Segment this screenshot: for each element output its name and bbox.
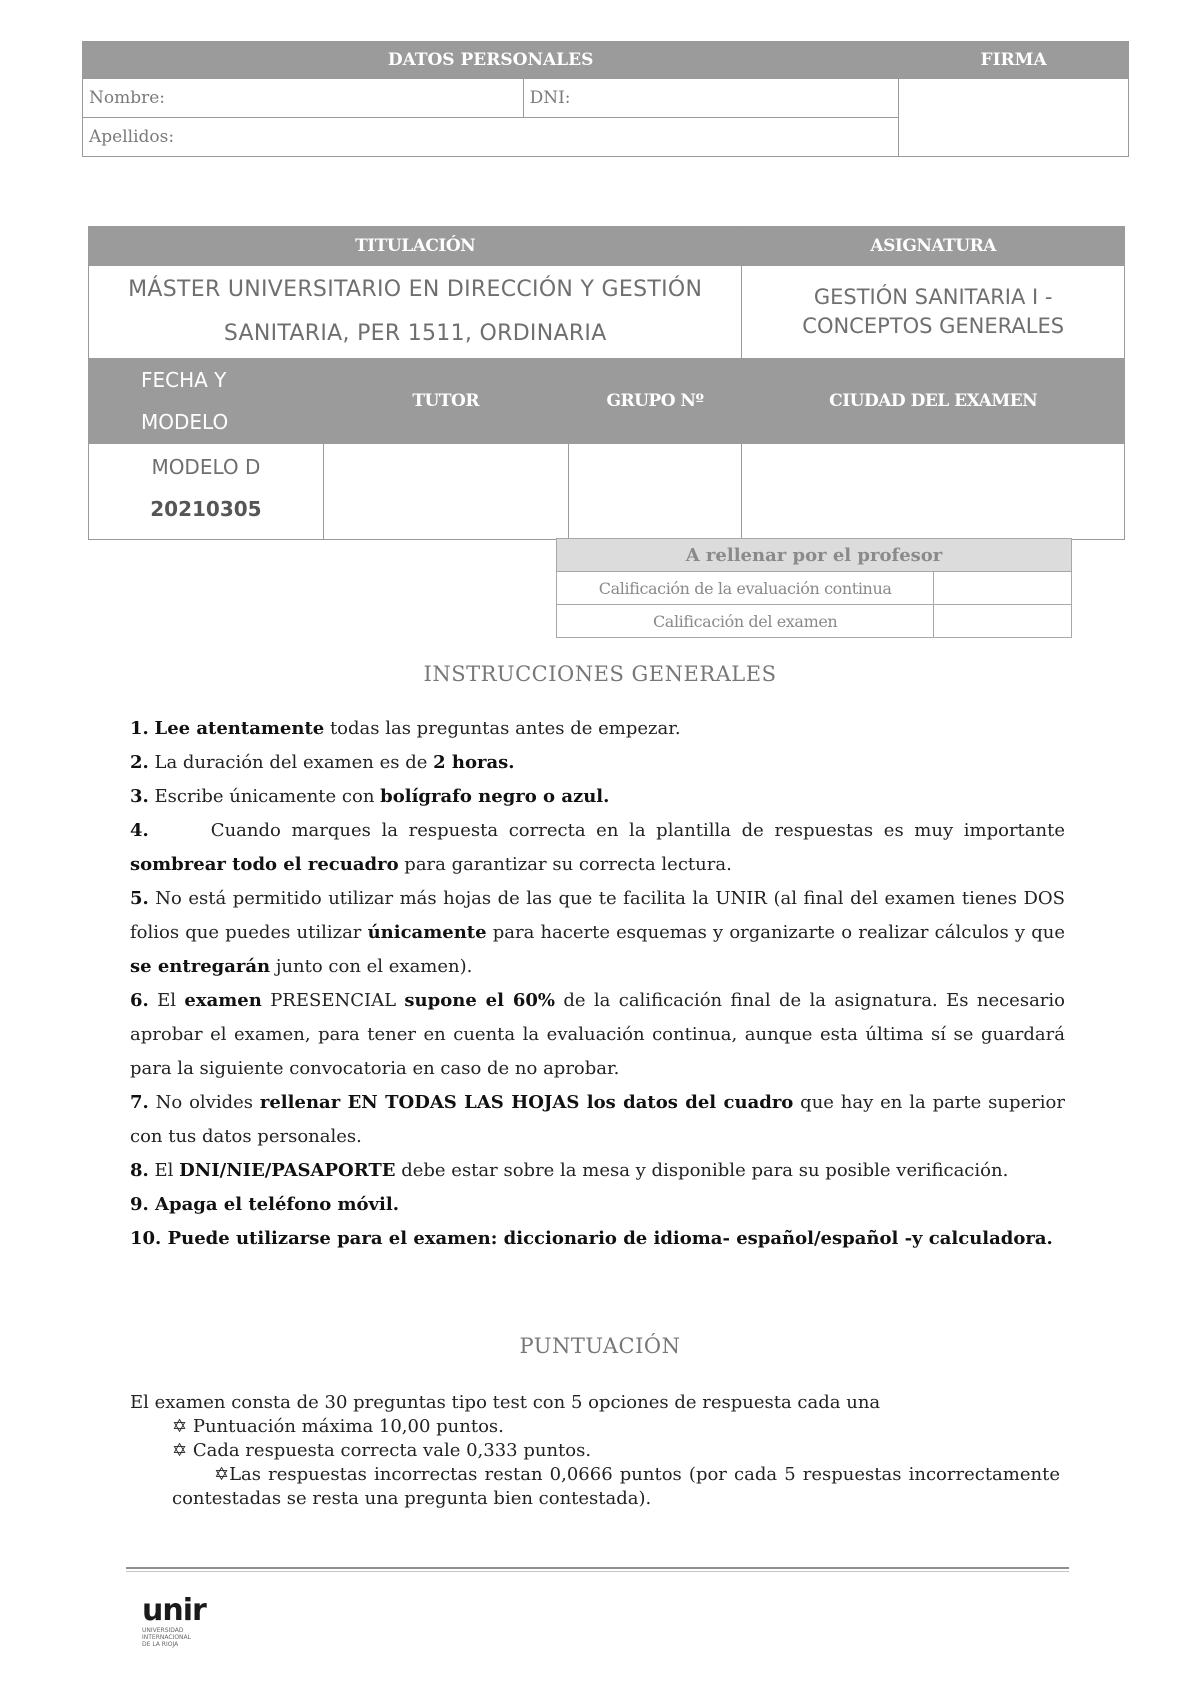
- ciudad-field[interactable]: [742, 444, 1125, 540]
- instruction-6: 6. El examen PRESENCIAL supone el 60% de la calificación final de la asignatura. Es necesario aprobar el examen, para tener en cuenta la evaluación continua, aunque esta última sí se guardará para la siguiente convocatoria en caso de no aprobar.: [130, 990, 1065, 1079]
- firma-header: FIRMA: [899, 42, 1129, 79]
- instruction-2: 2. La duración del examen es de 2 horas.: [130, 752, 515, 773]
- calificacion-continua-label: Calificación de la evaluación continua: [557, 572, 934, 605]
- datos-personales-header: DATOS PERSONALES: [83, 42, 899, 79]
- star-of-david-icon: ✡: [214, 1464, 230, 1485]
- instrucciones-title: INSTRUCCIONES GENERALES: [423, 662, 777, 686]
- fecha-value: 20210305: [150, 497, 262, 521]
- instruction-7: 7. No olvides rellenar EN TODAS LAS HOJAS los datos del cuadro que hay en la parte superior con tus datos personales.: [130, 1092, 1065, 1147]
- fecha-header-line-1: FECHA Y: [141, 368, 227, 392]
- instruction-9: 9. Apaga el teléfono móvil.: [130, 1194, 399, 1215]
- firma-box[interactable]: [899, 79, 1129, 157]
- profesor-header: A rellenar por el profesor: [557, 539, 1072, 572]
- instruction-8: 8. El DNI/NIE/PASAPORTE debe estar sobre la mesa y disponible para su posible verificación.: [130, 1160, 1009, 1181]
- dni-label: DNI:: [529, 88, 571, 108]
- logo-subtitle: UNIVERSIDAD INTERNACIONAL DE LA RIOJA: [142, 1627, 191, 1648]
- asignatura-header: ASIGNATURA: [742, 227, 1125, 266]
- star-of-david-icon: ✡: [172, 1416, 188, 1437]
- titulacion-value: [89, 266, 742, 359]
- titulacion-line-1: MÁSTER UNIVERSITARIO EN DIRECCIÓN Y GESTIÓN: [128, 277, 703, 302]
- puntuacion-bullet-3: ✡Las respuestas incorrectas restan 0,0666 puntos (por cada 5 respuestas incorrectamente contestadas se resta una pregunta bien contestada).: [172, 1464, 1060, 1509]
- tutor-field[interactable]: [323, 444, 568, 540]
- instruction-5: 5. No está permitido utilizar más hojas de las que te facilita la UNIR (al final del examen tienes DOS folios que puedes utilizar únicamente para hacerte esquemas y organizarte o realizar cálculos y que se entregarán junto con el examen).: [130, 888, 1065, 977]
- footer-divider: [126, 1567, 1069, 1569]
- profesor-table: [556, 538, 1072, 638]
- calificacion-examen-label: Calificación del examen: [557, 605, 934, 638]
- puntuacion-bullet-2: ✡ Cada respuesta correcta vale 0,333 puntos.: [172, 1440, 592, 1461]
- modelo-cell: [89, 444, 324, 540]
- asignatura-line-2: CONCEPTOS GENERALES: [802, 314, 1065, 338]
- puntuacion-title: PUNTUACIÓN: [519, 1334, 681, 1358]
- asignatura-value: [742, 266, 1125, 359]
- grupo-field[interactable]: [568, 444, 742, 540]
- apellidos-field[interactable]: [83, 118, 899, 157]
- dni-field[interactable]: [523, 79, 899, 118]
- instruction-1: 1. Lee atentamente todas las preguntas antes de empezar.: [130, 718, 681, 739]
- instructions-list: [130, 712, 1065, 1256]
- asignatura-line-1: GESTIÓN SANITARIA I -: [813, 285, 1053, 309]
- puntuacion-intro: El examen consta de 30 preguntas tipo test con 5 opciones de respuesta cada una: [130, 1392, 881, 1413]
- titulacion-header: TITULACIÓN: [89, 227, 742, 266]
- modelo-value: MODELO D: [151, 455, 261, 479]
- logo-wordmark: unir: [142, 1593, 206, 1628]
- instruction-3: 3. Escribe únicamente con bolígrafo negro o azul.: [130, 786, 610, 807]
- course-table: [88, 226, 1125, 540]
- nombre-label: Nombre:: [89, 88, 166, 108]
- fecha-modelo-header: [89, 359, 324, 444]
- apellidos-label: Apellidos:: [89, 127, 175, 147]
- unir-logo: [142, 1593, 232, 1657]
- star-of-david-icon: ✡: [172, 1440, 188, 1461]
- puntuacion-bullet-1: ✡ Puntuación máxima 10,00 puntos.: [172, 1416, 504, 1437]
- footer-divider-thin: [126, 1571, 1069, 1572]
- instruction-10: 10. Puede utilizarse para el examen: diccionario de idioma- español/español -y calculadora.: [130, 1228, 1053, 1249]
- ciudad-header: CIUDAD DEL EXAMEN: [742, 359, 1125, 444]
- titulacion-line-2: SANITARIA, PER 1511, ORDINARIA: [223, 321, 607, 346]
- fecha-header-line-2: MODELO: [141, 410, 229, 434]
- puntuacion-block: [130, 1391, 1060, 1511]
- tutor-header: TUTOR: [323, 359, 568, 444]
- calificacion-examen-field[interactable]: [934, 605, 1072, 638]
- calificacion-continua-field[interactable]: [934, 572, 1072, 605]
- instruction-4: 4. Cuando marques la respuesta correcta en la plantilla de respuestas es muy importante sombrear todo el recuadro para garantizar su correcta lectura.: [130, 820, 1065, 875]
- personal-data-table: [82, 41, 1129, 157]
- nombre-field[interactable]: [83, 79, 524, 118]
- grupo-header: GRUPO Nº: [568, 359, 742, 444]
